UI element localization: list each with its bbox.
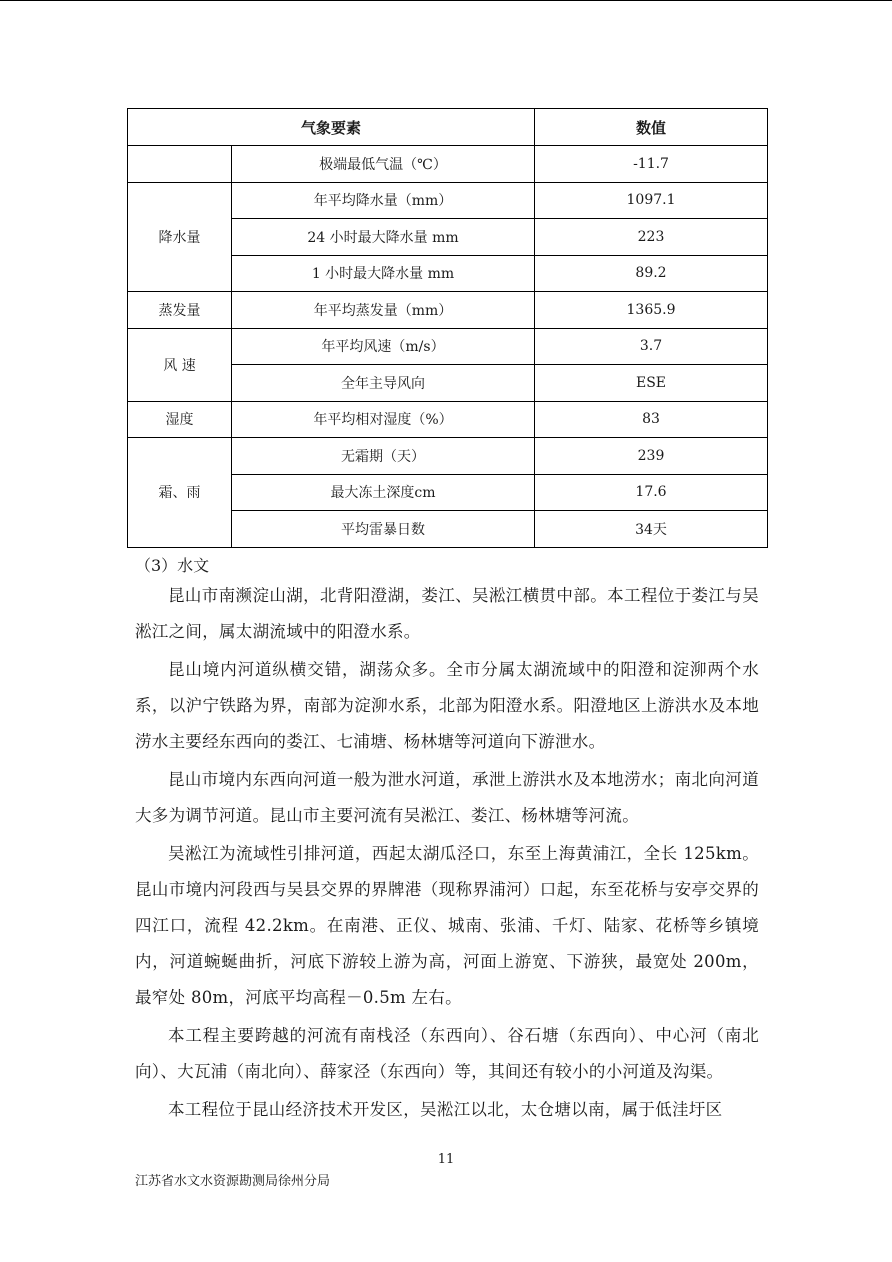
item-cell: 最大冻土深度cm (232, 474, 535, 511)
paragraph: 吴淞江为流域性引排河道，西起太湖瓜泾口，东至上海黄浦江，全长 125km。昆山市境内河段西与吴县交界的界牌港（现称界浦河）口起，东至花桥与安亭交界的四江口，流程 42.2km。在南港、正仪、城南、张浦、千灯、陆家、花桥等乡镇境内，河道蜿蜒曲折，河底下游较上游为高，河面上游宽、下游狭，最宽处 200m，最窄处 80m，河底平均高程－0.5m 左右。 (135, 844, 759, 1007)
item-cell: 年平均风速（m/s） (232, 328, 535, 365)
table-row (128, 401, 768, 438)
paragraph: 本工程主要跨越的河流有南栈泾（东西向）、谷石塘（东西向）、中心河（南北向）、大瓦浦（南北向）、薛家泾（东西向）等，其间还有较小的小河道及沟渠。 (135, 1026, 759, 1081)
group-cell: 蒸发量 (128, 292, 232, 329)
page-number: 11 (437, 1152, 455, 1167)
value-cell: 89.2 (535, 255, 768, 292)
value-cell: 17.6 (535, 474, 768, 511)
value-cell: 239 (535, 438, 768, 475)
item-cell: 24 小时最大降水量 mm (232, 219, 535, 256)
item-cell: 平均雷暴日数 (232, 511, 535, 548)
item-cell: 年平均蒸发量（mm） (232, 292, 535, 329)
value-cell: 1097.1 (535, 182, 768, 219)
group-cell: 湿度 (128, 401, 232, 438)
paragraph: 昆山境内河道纵横交错，湖荡众多。全市分属太湖流域中的阳澄和淀泖两个水系，以沪宁铁路为界，南部为淀泖水系，北部为阳澄水系。阳澄地区上游洪水及本地涝水主要经东西向的娄江、七浦塘、杨林塘等河道向下游泄水。 (135, 660, 759, 751)
table-row (128, 328, 768, 365)
item-cell: 极端最低气温（℃） (232, 146, 535, 183)
value-cell: 1365.9 (535, 292, 768, 329)
value-cell: 3.7 (535, 328, 768, 365)
value-cell: 34天 (535, 511, 768, 548)
group-cell: 霜、雨 (128, 438, 232, 548)
table-header-row (128, 109, 768, 146)
group-cell (128, 146, 232, 183)
group-cell: 风 速 (128, 328, 232, 401)
table-row (128, 292, 768, 329)
table-row (128, 438, 768, 475)
value-cell: ESE (535, 365, 768, 402)
item-cell: 无霜期（天） (232, 438, 535, 475)
table-row (128, 146, 768, 183)
table-row (128, 182, 768, 219)
footer-organization: 江苏省水文水资源勘测局徐州分局 (135, 1174, 331, 1189)
item-cell: 年平均相对湿度（%） (232, 401, 535, 438)
paragraph: 昆山市境内东西向河道一般为泄水河道，承泄上游洪水及本地涝水；南北向河道大多为调节河道。昆山市主要河流有吴淞江、娄江、杨林塘等河流。 (135, 770, 759, 825)
header-value: 数值 (535, 109, 768, 146)
group-cell: 降水量 (128, 182, 232, 292)
value-cell: 83 (535, 401, 768, 438)
top-border-line (0, 0, 892, 1)
paragraph: 昆山市南濒淀山湖，北背阳澄湖，娄江、吴淞江横贯中部。本工程位于娄江与吴淞江之间，属太湖流域中的阳澄水系。 (135, 586, 759, 641)
paragraph: 本工程位于昆山经济技术开发区，吴淞江以北，太仓塘以南，属于低洼圩区 (168, 1100, 723, 1119)
section-heading: （3）水文 (135, 556, 210, 575)
body-text (135, 578, 759, 1128)
item-cell: 1 小时最大降水量 mm (232, 255, 535, 292)
value-cell: 223 (535, 219, 768, 256)
meteorological-table (127, 108, 768, 548)
item-cell: 年平均降水量（mm） (232, 182, 535, 219)
item-cell: 全年主导风向 (232, 365, 535, 402)
value-cell: -11.7 (535, 146, 768, 183)
header-element: 气象要素 (128, 109, 535, 146)
